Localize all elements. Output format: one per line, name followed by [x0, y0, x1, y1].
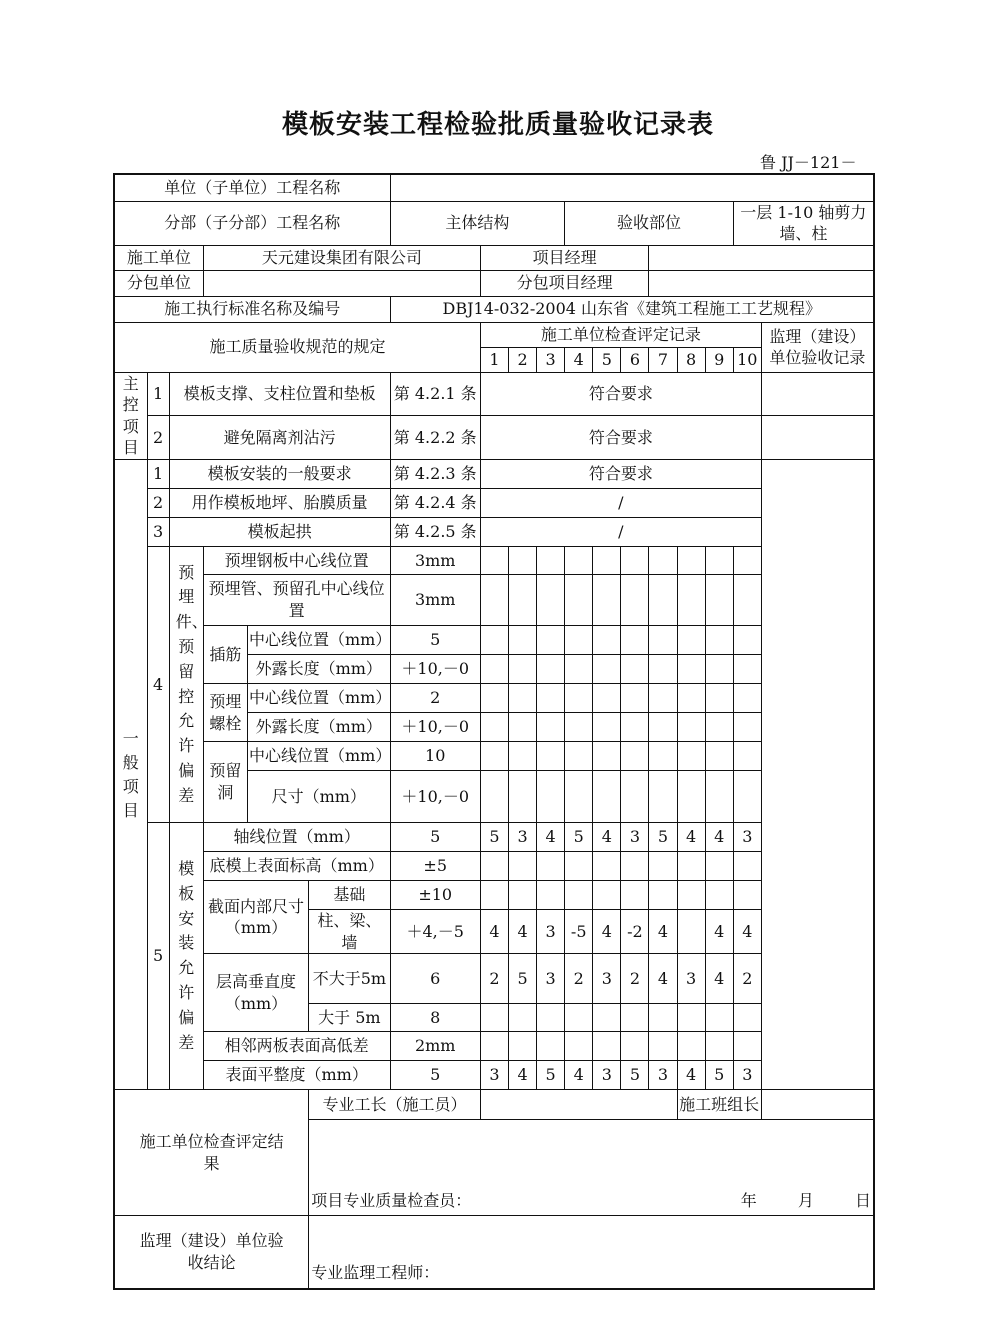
m — [480, 655, 508, 684]
m — [565, 684, 593, 713]
team-leader-label: 施工班组长 — [677, 1090, 761, 1120]
sub-item-sub: 大于 5m — [309, 1004, 390, 1032]
tolerance: 8 — [390, 1004, 480, 1032]
tolerance: ＋10,－0 — [390, 713, 480, 742]
m — [649, 626, 677, 655]
project-manager-value — [649, 245, 874, 270]
general-row — [114, 460, 874, 489]
m — [537, 655, 565, 684]
m — [649, 713, 677, 742]
sub-item-name: 预埋钢板中心线位置 — [203, 547, 390, 575]
item5-row — [114, 881, 874, 910]
m — [621, 684, 649, 713]
measurement: 5 — [649, 823, 677, 852]
m — [649, 655, 677, 684]
m — [480, 547, 508, 575]
measurement — [649, 852, 677, 881]
sub-item-name: 中心线位置（mm） — [247, 742, 390, 771]
supervisor-conclusion-label: 监理（建设）单位验收结论 — [114, 1216, 309, 1289]
acceptance-part-value: 一层 1-10 轴剪力墙、柱 — [733, 201, 874, 245]
m — [677, 713, 705, 742]
measurement — [705, 1004, 733, 1032]
date-day: 日 — [854, 1190, 871, 1210]
item-no: 4 — [147, 547, 169, 823]
measurement — [537, 881, 565, 910]
tolerance: 3mm — [390, 575, 480, 626]
item-name: 模板支撑、支柱位置和垫板 — [169, 372, 390, 416]
general-label: 一般项目 — [114, 460, 147, 1090]
measurement — [565, 852, 593, 881]
main-control-row — [114, 372, 874, 416]
measurement: 4 — [593, 823, 621, 852]
m — [733, 713, 761, 742]
tolerance: 5 — [390, 1061, 480, 1090]
m — [705, 626, 733, 655]
item-clause: 第 4.2.1 条 — [390, 372, 480, 416]
col-number: 6 — [621, 347, 649, 372]
m — [705, 742, 733, 771]
standard-value: DBJ14-032-2004 山东省《建筑工程施工工艺规程》 — [390, 296, 874, 322]
sub-item-sub: 柱、梁、墙 — [309, 910, 390, 954]
measurement — [733, 852, 761, 881]
general-row — [114, 489, 874, 518]
m — [537, 575, 565, 626]
sub-item-name: 预埋管、预留孔中心线位置 — [203, 575, 390, 626]
measurement: 4 — [508, 910, 536, 954]
m — [593, 547, 621, 575]
form-code: 鲁 JJ－121－ — [760, 153, 857, 172]
foreman-label: 专业工长（施工员） — [309, 1090, 481, 1120]
m — [480, 626, 508, 655]
measurement: 4 — [677, 823, 705, 852]
measurement: 3 — [677, 954, 705, 1004]
sub-item-name: 表面平整度（mm） — [203, 1061, 390, 1090]
measurement: 5 — [480, 823, 508, 852]
measurement — [677, 910, 705, 954]
item5-group-label: 模板安装允许偏差 — [169, 823, 203, 1090]
m — [733, 742, 761, 771]
m — [537, 626, 565, 655]
sub-group: 插筋 — [203, 626, 247, 684]
m — [537, 547, 565, 575]
col-number: 3 — [537, 347, 565, 372]
m — [508, 547, 536, 575]
item-name: 用作模板地坪、胎膜质量 — [169, 489, 390, 518]
measurement: 3 — [733, 823, 761, 852]
measurement: 4 — [537, 823, 565, 852]
item4-row — [114, 547, 874, 575]
m — [677, 547, 705, 575]
m — [565, 626, 593, 655]
m — [593, 742, 621, 771]
measurement: 3 — [537, 910, 565, 954]
item4-row — [114, 575, 874, 626]
item-name: 模板安装的一般要求 — [169, 460, 390, 489]
main-control-row — [114, 416, 874, 460]
measurement: 3 — [593, 1061, 621, 1090]
item-name: 模板起拱 — [169, 518, 390, 547]
measurement: 2 — [565, 954, 593, 1004]
col-number: 5 — [593, 347, 621, 372]
item-no: 1 — [147, 460, 169, 489]
contractor-value: 天元建设集团有限公司 — [203, 245, 480, 270]
m — [733, 626, 761, 655]
sub-project-value: 主体结构 — [390, 201, 565, 245]
item5-row — [114, 1061, 874, 1090]
measurement: 5 — [705, 1061, 733, 1090]
supervisor-header: 监理（建设）单位验收记录 — [761, 322, 874, 372]
item-name: 避免隔离剂沾污 — [169, 416, 390, 460]
item-no: 3 — [147, 518, 169, 547]
col-number: 7 — [649, 347, 677, 372]
m — [480, 742, 508, 771]
m — [480, 575, 508, 626]
contractor-result-label: 施工单位检查评定结果 — [114, 1090, 309, 1216]
col-number: 2 — [508, 347, 536, 372]
m — [649, 742, 677, 771]
sub-item-name: 外露长度（mm） — [247, 713, 390, 742]
measurement — [677, 1032, 705, 1061]
item4-row — [114, 742, 874, 771]
item-clause: 第 4.2.2 条 — [390, 416, 480, 460]
m — [508, 684, 536, 713]
m — [733, 684, 761, 713]
m — [508, 771, 536, 823]
sub-pm-value — [649, 270, 874, 296]
m — [621, 575, 649, 626]
general-row — [114, 518, 874, 547]
measurement: 3 — [537, 954, 565, 1004]
measurement — [593, 1004, 621, 1032]
tolerance: 3mm — [390, 547, 480, 575]
measurement — [508, 1004, 536, 1032]
tolerance: ＋10,－0 — [390, 771, 480, 823]
measurement: 3 — [593, 954, 621, 1004]
m — [649, 547, 677, 575]
m — [705, 655, 733, 684]
measurement: 3 — [480, 1061, 508, 1090]
measurement — [621, 852, 649, 881]
measurement — [733, 1032, 761, 1061]
col-number: 1 — [480, 347, 508, 372]
m — [649, 575, 677, 626]
measurement: 4 — [677, 1061, 705, 1090]
m — [677, 771, 705, 823]
col-number: 8 — [677, 347, 705, 372]
measurement — [677, 1004, 705, 1032]
item-clause: 第 4.2.5 条 — [390, 518, 480, 547]
m — [733, 547, 761, 575]
m — [537, 771, 565, 823]
col-number: 10 — [733, 347, 761, 372]
measurement: 3 — [621, 823, 649, 852]
m — [565, 771, 593, 823]
m — [508, 655, 536, 684]
measurement — [705, 852, 733, 881]
date-month: 月 — [797, 1190, 814, 1210]
m — [705, 575, 733, 626]
inspection-form-table — [113, 173, 875, 1290]
spec-header: 施工质量验收规范的规定 — [114, 322, 480, 372]
measurement — [480, 1032, 508, 1061]
measurement: -2 — [621, 910, 649, 954]
measurement: 5 — [537, 1061, 565, 1090]
header-row-sub-project — [114, 201, 874, 245]
supervisor-cell — [761, 372, 874, 416]
footer-signature-row — [114, 1090, 874, 1120]
acceptance-part-label: 验收部位 — [565, 201, 734, 245]
subcontractor-label: 分包单位 — [114, 270, 203, 296]
contractor-label: 施工单位 — [114, 245, 203, 270]
header-row-contractor — [114, 245, 874, 270]
tolerance: 5 — [390, 626, 480, 655]
m — [508, 713, 536, 742]
item-no: 2 — [147, 489, 169, 518]
measurement — [508, 852, 536, 881]
item5-row — [114, 954, 874, 1004]
qc-inspector-label: 项目专业质量检查员： — [311, 1190, 472, 1210]
tolerance: ±5 — [390, 852, 480, 881]
foreman-value — [480, 1090, 677, 1120]
m — [537, 684, 565, 713]
sub-group: 预埋螺栓 — [203, 684, 247, 742]
measurement — [621, 881, 649, 910]
m — [649, 684, 677, 713]
measurement: 4 — [593, 910, 621, 954]
item-no: 1 — [147, 372, 169, 416]
sub-project-label: 分部（子分部）工程名称 — [114, 201, 390, 245]
main-control-label: 主控项目 — [114, 372, 147, 459]
m — [649, 771, 677, 823]
header-row-unit-project — [114, 174, 874, 201]
m — [621, 626, 649, 655]
measurement — [621, 1032, 649, 1061]
item-clause: 第 4.2.3 条 — [390, 460, 480, 489]
measurement — [621, 1004, 649, 1032]
qc-inspector-area — [309, 1120, 874, 1216]
sub-item-name: 层高垂直度（mm） — [203, 954, 308, 1032]
project-manager-label: 项目经理 — [480, 245, 649, 270]
measurement — [565, 881, 593, 910]
measurement: 5 — [565, 823, 593, 852]
sub-pm-label: 分包项目经理 — [480, 270, 649, 296]
col-number: 9 — [705, 347, 733, 372]
sub-item-sub: 不大于5m — [309, 954, 390, 1004]
measurement — [649, 1032, 677, 1061]
measurement: 3 — [649, 1061, 677, 1090]
tolerance: 2mm — [390, 1032, 480, 1061]
m — [733, 575, 761, 626]
form-title: 模板安装工程检验批质量验收记录表 — [281, 110, 714, 140]
sub-group: 预留洞 — [203, 742, 247, 823]
m — [733, 655, 761, 684]
item-result: / — [480, 489, 761, 518]
m — [565, 547, 593, 575]
measurement — [593, 881, 621, 910]
supervisor-cell — [761, 416, 874, 460]
m — [621, 713, 649, 742]
measurement — [593, 852, 621, 881]
item-result: 符合要求 — [480, 460, 761, 489]
m — [593, 771, 621, 823]
item4-row — [114, 684, 874, 713]
date-year: 年 — [740, 1190, 757, 1210]
supervisor-engineer-label: 专业监理工程师： — [311, 1263, 440, 1283]
measurement: 4 — [649, 910, 677, 954]
m — [677, 575, 705, 626]
m — [565, 575, 593, 626]
m — [593, 655, 621, 684]
m — [705, 547, 733, 575]
m — [621, 655, 649, 684]
tolerance: ±10 — [390, 881, 480, 910]
measurement — [593, 1032, 621, 1061]
sub-item-name: 底模上表面标高（mm） — [203, 852, 390, 881]
measurement — [733, 881, 761, 910]
m — [677, 684, 705, 713]
m — [480, 684, 508, 713]
measurement: 4 — [565, 1061, 593, 1090]
subcontractor-value — [203, 270, 480, 296]
m — [565, 655, 593, 684]
item-result: / — [480, 518, 761, 547]
measurement — [649, 1004, 677, 1032]
column-header-row — [114, 322, 874, 347]
sub-item-name: 尺寸（mm） — [247, 771, 390, 823]
sub-item-sub: 基础 — [309, 881, 390, 910]
measurement — [508, 881, 536, 910]
col-number: 4 — [565, 347, 593, 372]
m — [508, 742, 536, 771]
sub-item-name: 相邻两板表面高低差 — [203, 1032, 390, 1061]
m — [565, 742, 593, 771]
measurement: -5 — [565, 910, 593, 954]
measurement — [705, 1032, 733, 1061]
measurement: 4 — [733, 910, 761, 954]
measurement: 5 — [508, 954, 536, 1004]
m — [480, 771, 508, 823]
sub-item-name: 轴线位置（mm） — [203, 823, 390, 852]
unit-project-label: 单位（子单位）工程名称 — [114, 174, 390, 201]
m — [621, 771, 649, 823]
measurement — [565, 1004, 593, 1032]
item4-group-label: 预埋件、预留控允许偏差 — [169, 547, 203, 823]
tolerance: ＋10,－0 — [390, 655, 480, 684]
m — [565, 713, 593, 742]
measurement: 5 — [621, 1061, 649, 1090]
measurement — [537, 1032, 565, 1061]
measurement: 4 — [508, 1061, 536, 1090]
measurement — [733, 1004, 761, 1032]
standard-label: 施工执行标准名称及编号 — [114, 296, 390, 322]
m — [480, 713, 508, 742]
measurement: 3 — [733, 1061, 761, 1090]
measurement: 2 — [621, 954, 649, 1004]
m — [705, 771, 733, 823]
measurement: 4 — [705, 823, 733, 852]
m — [621, 547, 649, 575]
m — [593, 575, 621, 626]
measurement: 2 — [480, 954, 508, 1004]
unit-project-value — [390, 174, 874, 201]
measurement — [508, 1032, 536, 1061]
measurement — [565, 1032, 593, 1061]
header-row-standard — [114, 296, 874, 322]
sub-item-name: 中心线位置（mm） — [247, 626, 390, 655]
m — [537, 742, 565, 771]
team-leader-value — [761, 1090, 874, 1120]
item-result: 符合要求 — [480, 372, 761, 416]
measurement — [705, 881, 733, 910]
item-no: 2 — [147, 416, 169, 460]
m — [705, 713, 733, 742]
m — [508, 575, 536, 626]
sub-item-name: 中心线位置（mm） — [247, 684, 390, 713]
header-row-subcontractor — [114, 270, 874, 296]
tolerance: 5 — [390, 823, 480, 852]
measurement: 4 — [705, 954, 733, 1004]
measurement — [537, 852, 565, 881]
measurement — [677, 881, 705, 910]
measurement: 4 — [649, 954, 677, 1004]
measurement: 3 — [508, 823, 536, 852]
supervisor-cell — [761, 460, 874, 1090]
item-no: 5 — [147, 823, 169, 1090]
m — [677, 742, 705, 771]
item-result: 符合要求 — [480, 416, 761, 460]
m — [593, 684, 621, 713]
tolerance: ＋4,－5 — [390, 910, 480, 954]
sub-item-name: 截面内部尺寸（mm） — [203, 881, 308, 954]
footer-supervisor-row — [114, 1216, 874, 1289]
m — [677, 655, 705, 684]
measurement — [480, 1004, 508, 1032]
record-header: 施工单位检查评定记录 — [480, 322, 761, 347]
item5-row — [114, 823, 874, 852]
sub-item-name: 外露长度（mm） — [247, 655, 390, 684]
item5-row — [114, 852, 874, 881]
measurement — [480, 852, 508, 881]
m — [733, 771, 761, 823]
tolerance: 6 — [390, 954, 480, 1004]
tolerance: 10 — [390, 742, 480, 771]
m — [593, 626, 621, 655]
measurement: 2 — [733, 954, 761, 1004]
supervisor-engineer-area — [309, 1216, 874, 1289]
m — [677, 626, 705, 655]
measurement — [677, 852, 705, 881]
measurement — [537, 1004, 565, 1032]
m — [621, 742, 649, 771]
measurement: 4 — [480, 910, 508, 954]
tolerance: 2 — [390, 684, 480, 713]
m — [705, 684, 733, 713]
m — [537, 713, 565, 742]
measurement — [649, 881, 677, 910]
measurement — [480, 881, 508, 910]
item5-row — [114, 1032, 874, 1061]
measurement: 4 — [705, 910, 733, 954]
item4-row — [114, 626, 874, 655]
item-clause: 第 4.2.4 条 — [390, 489, 480, 518]
m — [593, 713, 621, 742]
m — [508, 626, 536, 655]
